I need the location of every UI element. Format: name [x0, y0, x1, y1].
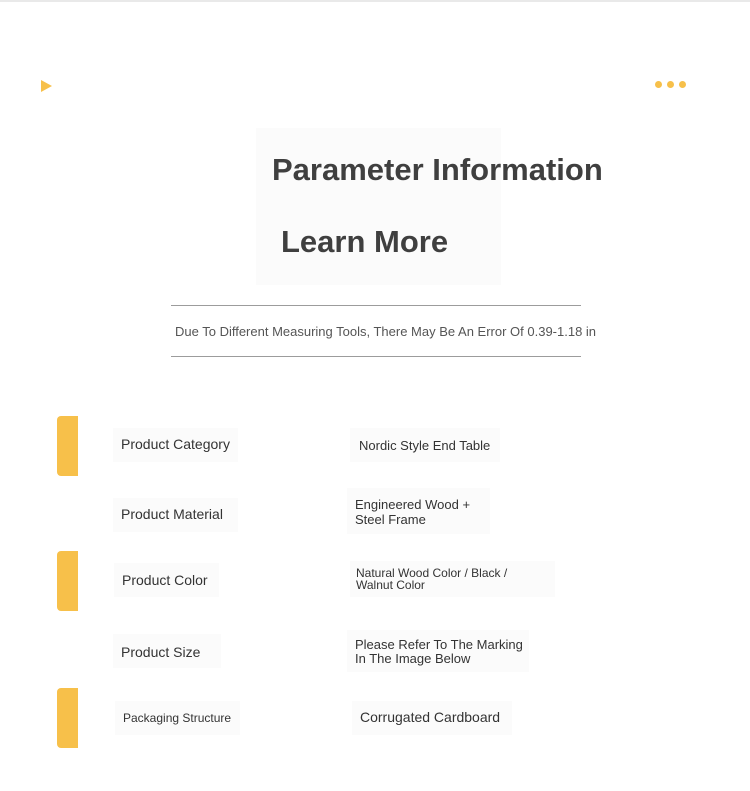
- param-label-packaging: Packaging Structure: [123, 711, 232, 725]
- dot: [655, 81, 662, 88]
- accent-tab: [57, 688, 78, 748]
- top-divider: [0, 0, 750, 2]
- param-label-color: Product Color: [122, 572, 208, 588]
- param-value-size-line1: Please Refer To The Marking: [355, 637, 523, 652]
- param-value-size-line2: In The Image Below: [355, 651, 471, 666]
- play-icon: [41, 80, 52, 92]
- param-value-packaging: Corrugated Cardboard: [360, 709, 501, 725]
- dot: [667, 81, 674, 88]
- page-subtitle: Learn More: [281, 224, 449, 259]
- param-value-material-line1: Engineered Wood +: [355, 497, 471, 512]
- param-label-material: Product Material: [121, 506, 223, 522]
- page-title: Parameter Information: [272, 152, 603, 187]
- divider-top: [171, 305, 581, 306]
- divider-bottom: [171, 356, 581, 357]
- accent-tab: [57, 416, 78, 476]
- param-value-color-line2: Walnut Color: [356, 578, 425, 592]
- param-value-category: Nordic Style End Table: [359, 438, 491, 453]
- more-dots-icon: [655, 81, 686, 88]
- param-label-category: Product Category: [121, 436, 230, 452]
- param-label-size: Product Size: [121, 644, 201, 660]
- param-value-material-line2: Steel Frame: [355, 512, 426, 527]
- dot: [679, 81, 686, 88]
- param-value-color-line1: Natural Wood Color / Black /: [356, 566, 508, 580]
- accent-tab: [57, 551, 78, 611]
- measurement-notice: Due To Different Measuring Tools, There May Be An Error Of 0.39-1.18 in: [175, 324, 597, 339]
